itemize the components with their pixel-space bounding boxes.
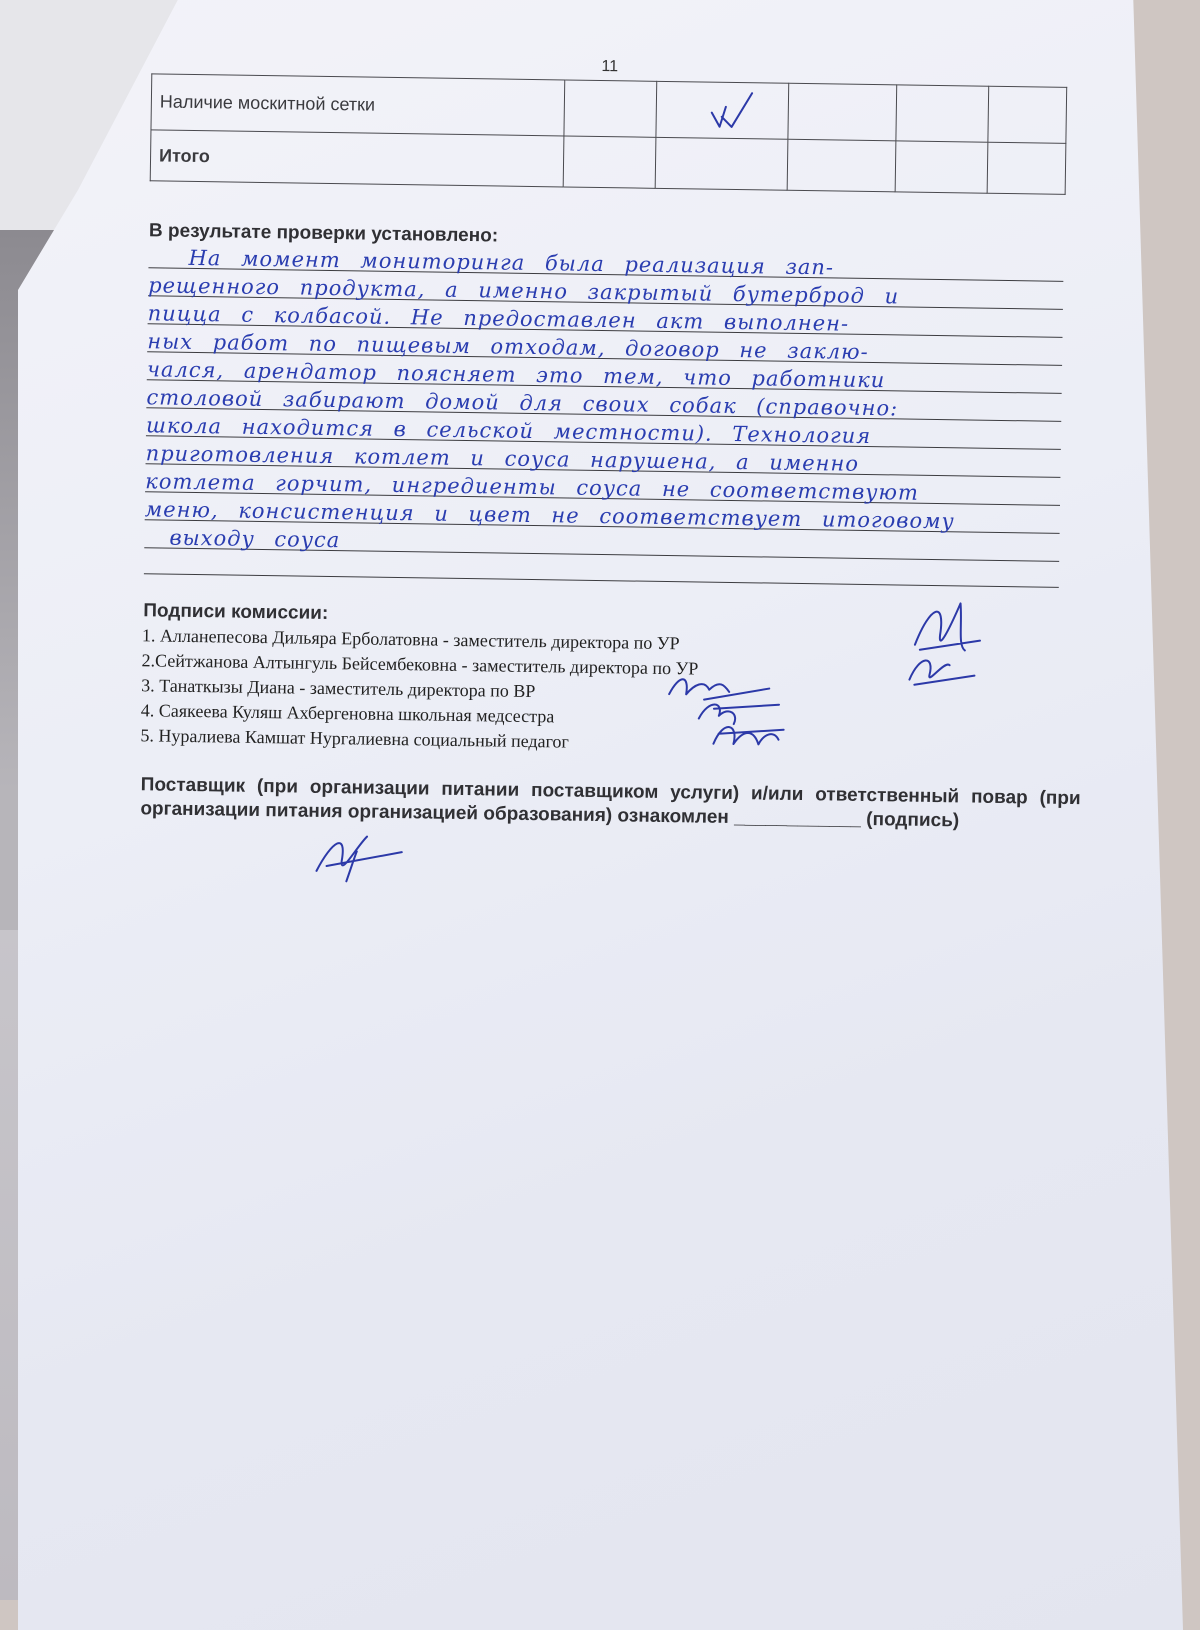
- supplier-acknowledgement: [140, 773, 1081, 835]
- handwritten-line: столовой забирают домой для своих собак (справочно:: [146, 385, 899, 421]
- row-label: Наличие москитной сетки: [151, 74, 564, 136]
- signature-caption: (подпись): [866, 809, 960, 832]
- ruled-line: [144, 573, 1059, 588]
- check-mark-icon: [682, 82, 763, 133]
- handwritten-line: рещенного продукта, а именно закрытый бутерброд и: [147, 273, 900, 309]
- supplier-text: Поставщик (при организации питании поставщиком услуги) и/или ответственный повар (при организации питания организацией образования) ознакомлен: [140, 774, 1081, 828]
- commission-member: 3. Танаткызы Диана - заместитель директора по ВР: [141, 675, 536, 702]
- commission-member: 4. Саякеева Куляш Ахбергеновна школьная медсестра: [140, 700, 555, 727]
- handwritten-line: котлета горчит, ингредиенты соуса не соответствуют: [145, 469, 920, 505]
- handwritten-line: пицца с колбасой. Не предоставлен акт выполнен-: [147, 301, 850, 336]
- handwritten-line: приготовления котлет и соуса нарушена, а именно: [145, 441, 860, 476]
- checklist-table: [150, 73, 1068, 195]
- signature-2: [899, 644, 990, 695]
- handwritten-line: школа находится в сельской местности). Технология: [145, 413, 872, 449]
- signature-blank: ____________: [733, 807, 862, 830]
- commission-member: 1. Алланепесова Дильяра Ерболатовна - заместитель директора по УР: [141, 625, 680, 654]
- handwritten-line: чался, арендатор поясняет это тем, что работники: [146, 357, 886, 393]
- page-number: 11: [601, 57, 619, 76]
- handwritten-line: выходу соуса: [169, 525, 341, 553]
- result-heading: В результате проверки установлено:: [148, 220, 499, 247]
- supplier-signature: [306, 821, 417, 893]
- handwritten-line: ных работ по пищевым отходам, договор не заклю-: [147, 329, 869, 364]
- commission-member: 5. Нуралиева Камшат Нургалиевна социальный педагог: [140, 725, 570, 752]
- signatures-heading: Подписи комиссии:: [143, 600, 329, 625]
- commission-member: 2.Сейтжанова Алтынгуль Бейсембековна - заместитель директора по УР: [141, 650, 699, 679]
- signature-5: [708, 714, 789, 765]
- check-mark-cell: [656, 81, 789, 139]
- row-label: Итого: [150, 130, 563, 187]
- handwritten-line: На момент мониторинга была реализация зап-: [188, 245, 835, 280]
- handwritten-line: меню, консистенция и цвет не соответствует итоговому: [144, 497, 955, 534]
